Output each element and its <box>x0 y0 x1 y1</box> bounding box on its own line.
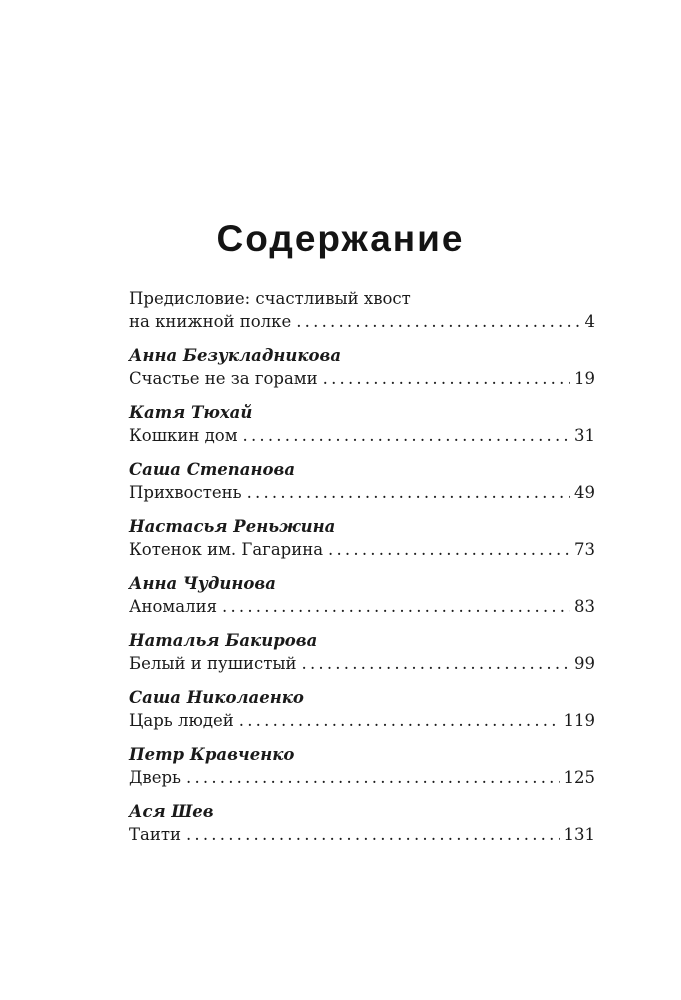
dot-leader <box>239 709 560 732</box>
toc-entry <box>129 801 595 846</box>
preface-title-line2: на книжной полке <box>129 312 292 331</box>
author-name: Наталья Бакирова <box>129 631 318 650</box>
dot-leader <box>323 367 570 390</box>
author-name: Настасья Реньжина <box>129 517 336 536</box>
toc-entry <box>129 744 595 789</box>
story-line <box>129 766 595 789</box>
preface-line-2 <box>129 310 595 333</box>
dot-leader <box>296 310 580 333</box>
dot-leader <box>186 823 560 846</box>
story-title: Прихвостень <box>129 483 242 502</box>
toc-entry <box>129 345 595 390</box>
story-title: Аномалия <box>129 597 217 616</box>
toc-entry <box>129 630 595 675</box>
story-line <box>129 424 595 447</box>
preface-title-line1: Предисловие: счастливый хвост <box>129 289 411 308</box>
page-number: 4 <box>584 312 595 331</box>
story-title: Белый и пушистый <box>129 654 297 673</box>
toc-entry-preface <box>129 287 595 333</box>
page-title: Содержание <box>216 218 465 259</box>
preface-line-1 <box>129 287 595 310</box>
story-title: Таити <box>129 825 181 844</box>
page-number: 99 <box>574 654 595 673</box>
page-number: 73 <box>574 540 595 559</box>
dot-leader <box>243 424 570 447</box>
dot-leader <box>302 652 570 675</box>
page-number: 31 <box>574 426 595 445</box>
author-name: Ася Шев <box>129 802 214 821</box>
story-line <box>129 823 595 846</box>
page-number: 83 <box>574 597 595 616</box>
dot-leader <box>328 538 570 561</box>
story-line <box>129 367 595 390</box>
author-name: Петр Кравченко <box>129 745 295 764</box>
author-name: Саша Николаенко <box>129 688 304 707</box>
author-name: Анна Безукладникова <box>129 346 342 365</box>
toc-entry <box>129 687 595 732</box>
dot-leader <box>222 595 570 618</box>
toc-entry <box>129 573 595 618</box>
page-number: 119 <box>563 711 595 730</box>
page-number: 131 <box>563 825 595 844</box>
author-name: Анна Чудинова <box>129 574 276 593</box>
story-title: Кошкин дом <box>129 426 238 445</box>
story-title: Счастье не за горами <box>129 369 318 388</box>
page-number: 19 <box>574 369 595 388</box>
story-line <box>129 709 595 732</box>
author-name: Саша Степанова <box>129 460 296 479</box>
story-line <box>129 538 595 561</box>
dot-leader <box>186 766 559 789</box>
toc-entry <box>129 459 595 504</box>
story-line <box>129 481 595 504</box>
story-title: Котенок им. Гагарина <box>129 540 324 559</box>
author-name: Катя Тюхай <box>129 403 253 422</box>
table-of-contents <box>129 287 595 858</box>
story-line <box>129 652 595 675</box>
dot-leader <box>247 481 570 504</box>
story-title: Дверь <box>129 768 182 787</box>
story-title: Царь людей <box>129 711 234 730</box>
page-number: 125 <box>563 768 595 787</box>
page-number: 49 <box>574 483 595 502</box>
toc-entry <box>129 402 595 447</box>
story-line <box>129 595 595 618</box>
toc-entry <box>129 516 595 561</box>
